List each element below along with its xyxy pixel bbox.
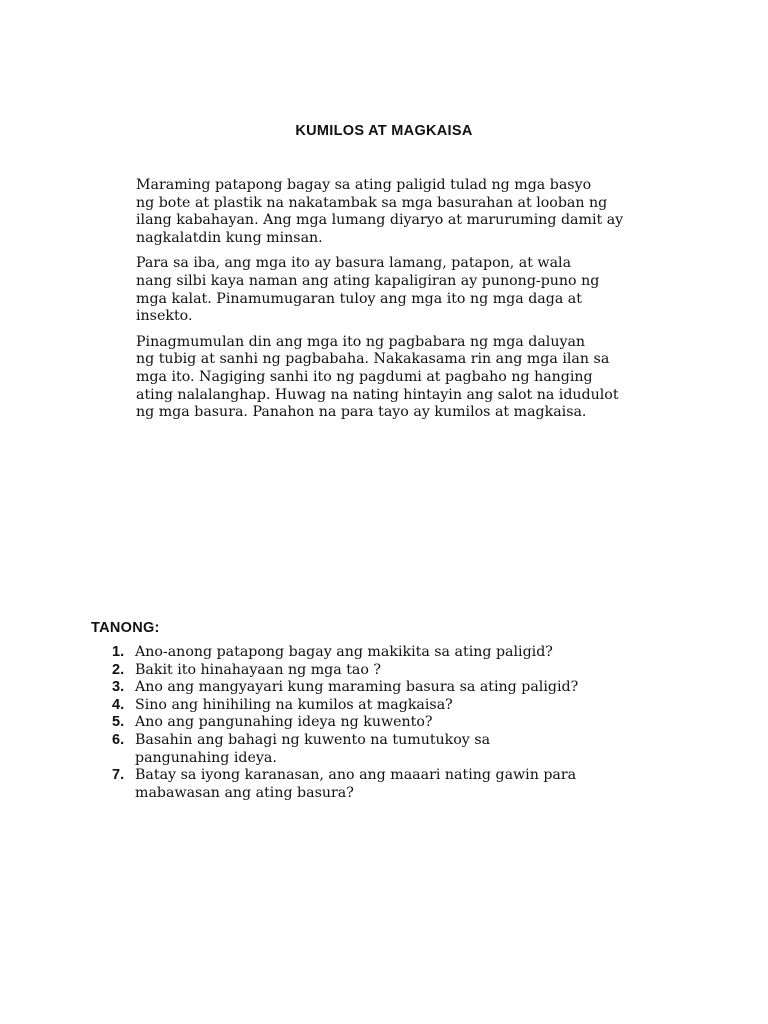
question-text: Batay sa iyong karanasan, ano ang maaari nating gawin para	[135, 767, 577, 784]
question-item	[106, 644, 706, 662]
question-number: 2.	[112, 661, 125, 678]
document-title: KUMILOS AT MAGKAISA	[295, 123, 473, 139]
questions-heading: TANONG:	[91, 620, 160, 636]
text-line: ng bote at plastik na nakatambak sa mga basurahan at looban ng	[136, 194, 608, 211]
text-line: insekto.	[136, 308, 193, 325]
text-line: ng tubig at sanhi ng pagbabaha. Nakakasama rin ang mga ilan sa	[136, 351, 610, 368]
text-line: mga kalat. Pinamumugaran tuloy ang mga ito ng mga daga at	[136, 290, 582, 307]
question-number: 6.	[112, 731, 125, 748]
question-text: Sino ang hinihiling na kumilos at magkaisa?	[135, 696, 453, 713]
story-paragraph-2	[88, 255, 688, 325]
question-number: 4.	[112, 696, 125, 713]
question-number: 1.	[112, 644, 125, 660]
question-text: Basahin ang bahagi ng kuwento na tumutukoy sa	[135, 731, 491, 748]
story-paragraph-3	[88, 334, 688, 422]
text-line: mga ito. Nagiging sanhi ito ng pagdumi at pagbaho ng hanging	[136, 368, 593, 385]
story-paragraph-1	[88, 177, 688, 247]
text-line: ilang kabahayan. Ang mga lumang diyaryo at maruruming damit ay	[136, 212, 624, 229]
question-item	[106, 732, 706, 767]
text-line: Para sa iba, ang mga ito ay basura lamang, patapon, at wala	[136, 255, 572, 272]
question-item	[106, 679, 706, 697]
question-number: 3.	[112, 679, 125, 696]
text-line: Maraming patapong bagay sa ating paligid tulad ng mga basyo	[136, 177, 592, 193]
question-text: mabawasan ang ating basura?	[135, 784, 354, 801]
questions-list	[106, 644, 706, 802]
text-line: ating nalalanghap. Huwag na nating hintayin ang salot na idudulot	[136, 386, 619, 403]
question-text: pangunahing ideya.	[135, 749, 277, 766]
question-text: Ano ang mangyayari kung maraming basura sa ating paligid?	[135, 679, 579, 696]
question-item	[106, 714, 706, 732]
text-line: ng mga basura. Panahon na para tayo ay kumilos at magkaisa.	[136, 404, 587, 421]
question-number: 5.	[112, 714, 125, 731]
text-line: nagkalatdin kung minsan.	[136, 229, 323, 246]
question-item	[106, 697, 706, 715]
text-line: nang silbi kaya naman ang ating kapaligiran ay punong-puno ng	[136, 272, 600, 289]
text-line: Pinagmumulan din ang mga ito ng pagbabara ng mga daluyan	[136, 333, 586, 350]
question-text: Bakit ito hinahayaan ng mga tao ?	[135, 661, 382, 678]
question-item	[106, 767, 706, 802]
question-number: 7.	[112, 767, 125, 784]
story-body	[88, 177, 688, 430]
question-text: Ano ang pangunahing ideya ng kuwento?	[135, 714, 433, 731]
question-item	[106, 662, 706, 680]
question-text: Ano-anong patapong bagay ang makikita sa ating paligid?	[135, 644, 553, 660]
